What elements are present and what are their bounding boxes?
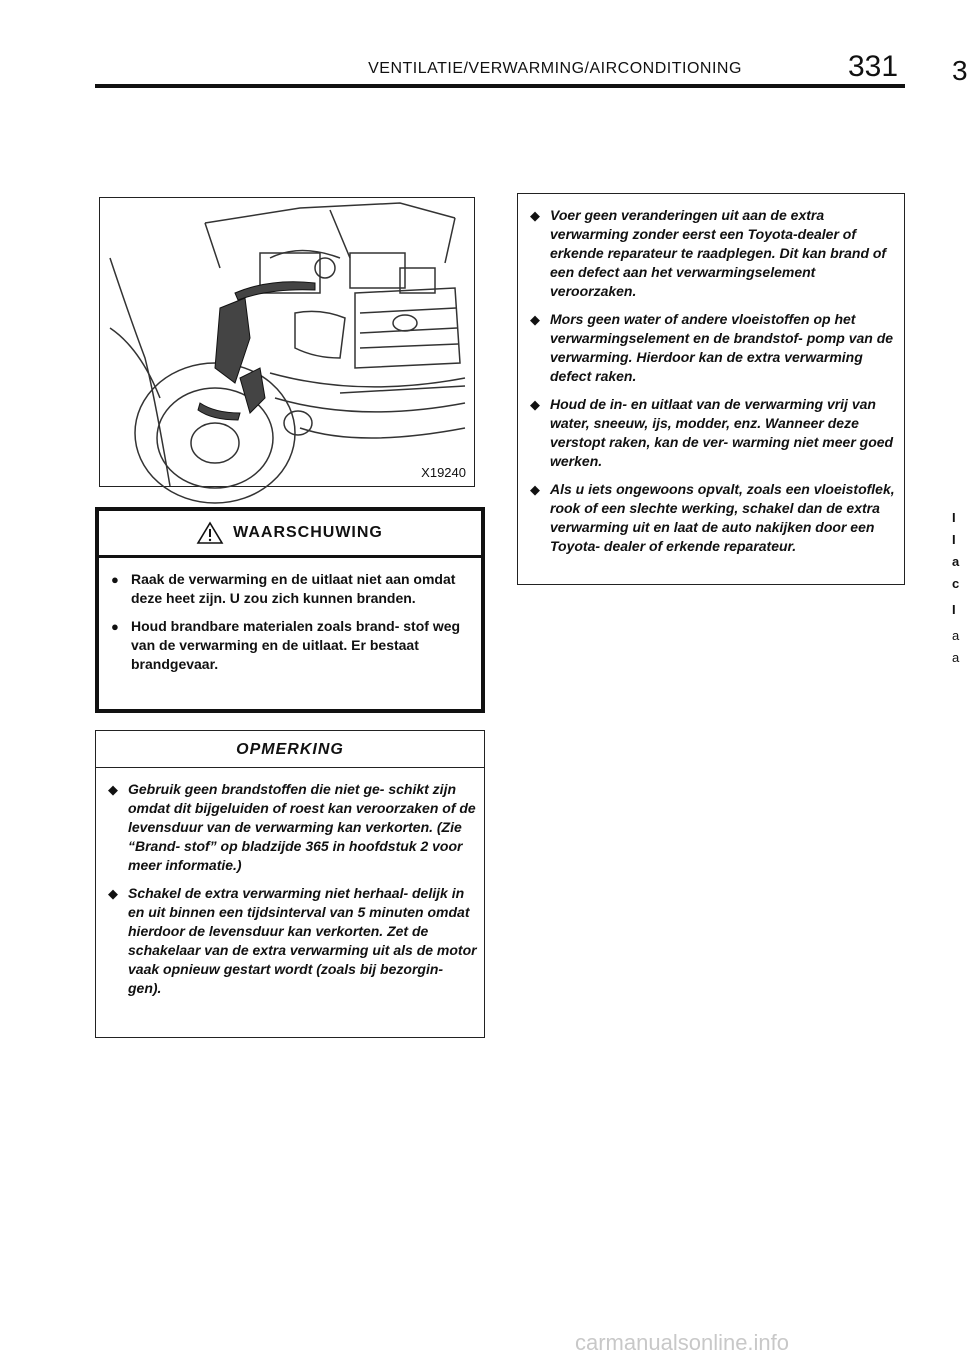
edge-letter: a bbox=[952, 628, 960, 643]
bullet-icon: ● bbox=[111, 619, 119, 634]
header-title: VENTILATIE/VERWARMING/AIRCONDITIONING bbox=[368, 60, 742, 77]
bullet-icon: ● bbox=[111, 572, 119, 587]
diamond-bullet-icon: ◆ bbox=[530, 208, 540, 223]
engine-bay-illustration bbox=[99, 197, 475, 487]
diamond-bullet-icon: ◆ bbox=[530, 482, 540, 497]
note-item: ◆ Voer geen veranderingen uit aan de extra verwarming zonder eerst een Toyota-dealer of erkende reparateur te raadplegen. Dit kan brand of een defect aan het verwarmingselement veroorzaken. bbox=[530, 207, 887, 299]
page-number: 331 bbox=[848, 50, 899, 83]
edge-letter: I bbox=[952, 532, 956, 547]
note-item: ◆ Houd de in- en uitlaat van de verwarming vrij van water, sneeuw, ijs, modder, enz. Wanneer deze verstopt raken, kan de ver- warming niet meer goed werken. bbox=[530, 396, 894, 469]
edge-letter: c bbox=[952, 576, 960, 591]
warning-item: ● Houd brandbare materialen zoals brand- stof weg van de verwarming en de uitlaat. Er bestaat brandgevaar. bbox=[111, 618, 461, 672]
note-box bbox=[95, 730, 485, 1038]
diamond-bullet-icon: ◆ bbox=[108, 782, 118, 797]
edge-letter: I bbox=[952, 510, 956, 525]
watermark: carmanualsonline.info bbox=[575, 1330, 790, 1355]
edge-glyph: 3 bbox=[952, 55, 968, 86]
warning-title: WAARSCHUWING bbox=[233, 524, 383, 541]
edge-letter: a bbox=[952, 554, 960, 569]
warning-header bbox=[99, 511, 481, 558]
edge-letter: a bbox=[952, 650, 960, 665]
note-item: ◆ Als u iets ongewoons opvalt, zoals een vloeistoflek, rook of een slechte werking, schakel dan de extra verwarming uit en laat de auto nakijken door een Toyota- dealer of erkende reparateur. bbox=[530, 481, 895, 554]
header-rule bbox=[95, 84, 905, 88]
edge-letter: I bbox=[952, 602, 956, 617]
diamond-bullet-icon: ◆ bbox=[530, 312, 540, 327]
note-item: ◆ Schakel de extra verwarming niet herhaal- delijk in en uit binnen een tijdsinterval van 5 minuten omdat hierdoor de levensduur kan verkorten. Zet de schakelaar van de extra verwarming uit als de motor vaak opnieuw gestart wordt (zoals bij bezorgin- gen). bbox=[108, 885, 477, 996]
note-item: ◆ Gebruik geen brandstoffen die niet ge- schikt zijn omdat dit bijgeluiden of roest kan veroorzaken of de levensduur van de verwarming kan verkorten. (Zie “Brand- stof” op bladzijde 365 in hoofdstuk 2 voor meer informatie.) bbox=[108, 781, 476, 873]
engine-bay-drawing bbox=[100, 198, 474, 486]
warning-triangle-icon bbox=[197, 522, 223, 544]
warning-box bbox=[95, 507, 485, 713]
note-continued-box bbox=[517, 193, 905, 585]
diamond-bullet-icon: ◆ bbox=[530, 397, 540, 412]
figure-code: X19240 bbox=[421, 465, 466, 480]
warning-body bbox=[99, 558, 481, 674]
warning-item: ● Raak de verwarming en de uitlaat niet aan omdat deze heet zijn. U zou zich kunnen branden. bbox=[111, 571, 456, 606]
note-item: ◆ Mors geen water of andere vloeistoffen op het verwarmingselement en de brandstof- pomp van de verwarming. Hierdoor kan de extra verwarming defect raken. bbox=[530, 311, 894, 384]
note-header: OPMERKING bbox=[96, 731, 484, 768]
diamond-bullet-icon: ◆ bbox=[108, 886, 118, 901]
note-body bbox=[96, 768, 484, 998]
